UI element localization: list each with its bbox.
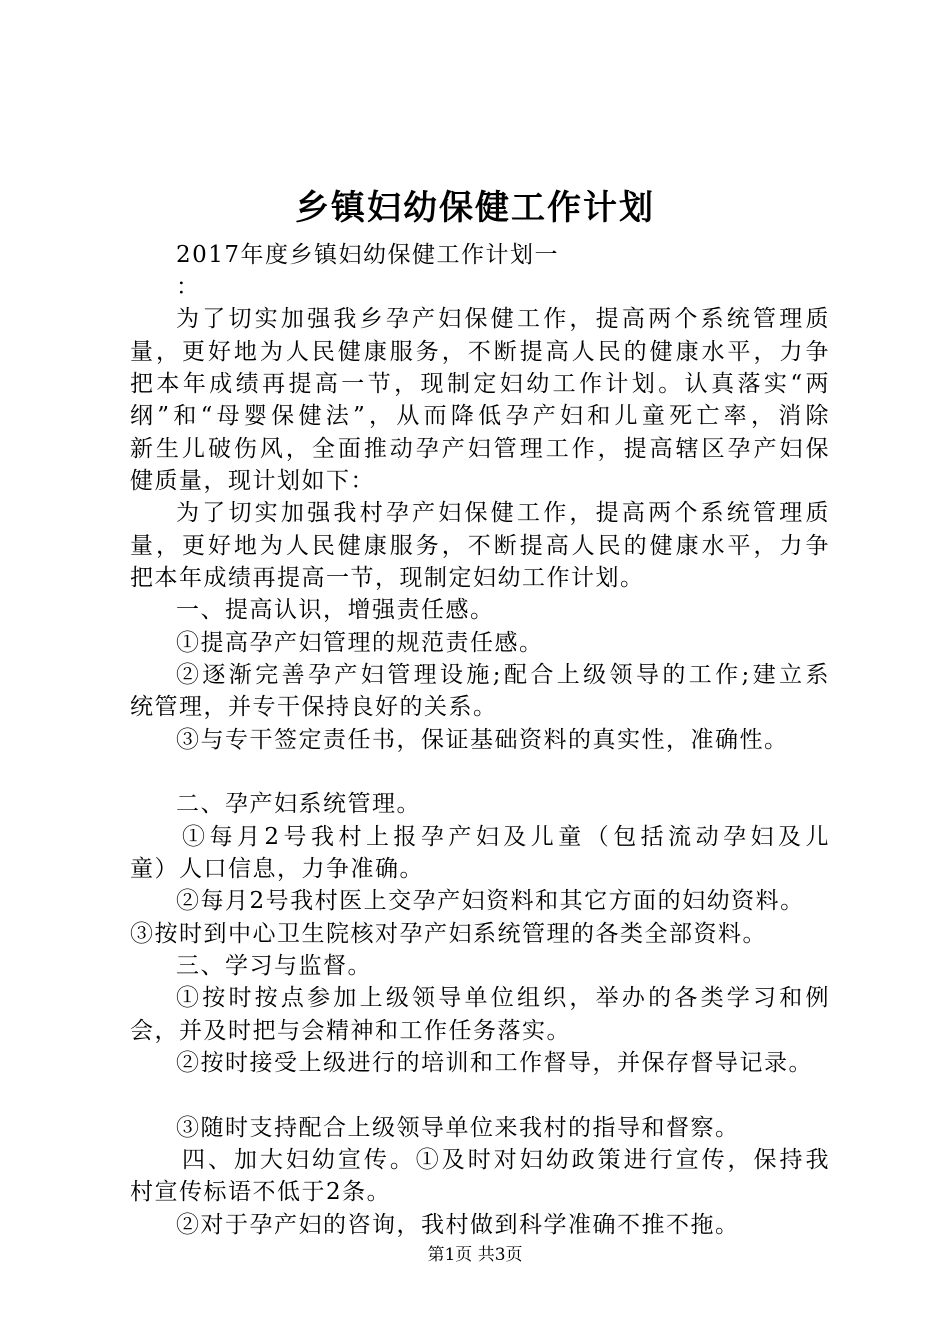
doc-line: 三、学习与监督。 [176, 953, 372, 979]
doc-line: 统管理，并专干保持良好的关系。 [130, 694, 498, 720]
doc-line: ②每月2号我村医上交孕产妇资料和其它方面的妇幼资料。 [176, 888, 805, 914]
doc-line: 一、提高认识，增强责任感。 [176, 597, 495, 623]
doc-line: ①提高孕产妇管理的规范责任感。 [176, 630, 544, 656]
doc-line: ②按时接受上级进行的培训和工作督导，并保存督导记录。 [176, 1050, 813, 1076]
doc-line: 量，更好地为人民健康服务，不断提高人民的健康水平，力争 [130, 533, 830, 559]
doc-line: ③与专干签定责任书，保证基础资料的真实性，准确性。 [176, 727, 789, 753]
page-title: 乡镇妇幼保健工作计划 [295, 188, 655, 228]
doc-line: 2017年度乡镇妇幼保健工作计划一 [176, 242, 560, 268]
doc-line: 新生儿破伤风，全面推动孕产妇管理工作，提高辖区孕产妇保 [130, 436, 830, 462]
doc-line: 二、孕产妇系统管理。 [176, 791, 421, 817]
doc-line: ①每月2号我村上报孕产妇及儿童（包括流动孕妇及儿 [182, 824, 830, 850]
page-footer: 第1页 共3页 [427, 1245, 523, 1265]
doc-line: 量，更好地为人民健康服务，不断提高人民的健康水平，力争 [130, 339, 830, 365]
doc-line: ③按时到中心卫生院核对孕产妇系统管理的各类全部资料。 [130, 921, 767, 947]
doc-line: 为了切实加强我乡孕产妇保健工作，提高两个系统管理质 [176, 306, 830, 332]
doc-line: 会，并及时把与会精神和工作任务落实。 [130, 1018, 571, 1044]
doc-line: 纲”和“母婴保健法”，从而降低孕产妇和儿童死亡率，消除 [130, 403, 830, 429]
doc-line: 为了切实加强我村孕产妇保健工作，提高两个系统管理质 [176, 500, 830, 526]
doc-line: ①按时按点参加上级领导单位组织，举办的各类学习和例 [176, 985, 830, 1011]
doc-line: 村宣传标语不低于2条。 [130, 1179, 392, 1205]
doc-line: 健质量，现计划如下： [130, 468, 375, 494]
doc-line: 把本年成绩再提高一节，现制定妇幼工作计划。 [130, 565, 645, 591]
doc-line: 童）人口信息，力争准确。 [130, 856, 424, 882]
doc-line: 把本年成绩再提高一节，现制定妇幼工作计划。认真落实“两 [130, 371, 830, 397]
doc-line: 四、加大妇幼宣传。①及时对妇幼政策进行宣传，保持我 [182, 1147, 830, 1173]
doc-line: ②逐渐完善孕产妇管理设施;配合上级领导的工作;建立系 [176, 662, 830, 688]
doc-line: ： [176, 274, 201, 300]
doc-line: ③随时支持配合上级领导单位来我村的指导和督察。 [176, 1115, 740, 1141]
doc-line: ②对于孕产妇的咨询，我村做到科学准确不推不拖。 [176, 1212, 740, 1238]
